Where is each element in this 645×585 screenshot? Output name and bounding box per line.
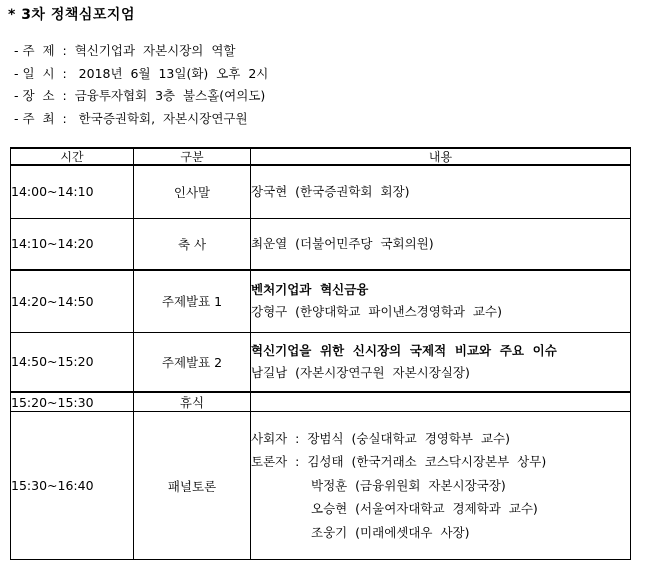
info-host-value: : 한국증권학회, 자본시장연구원: [62, 110, 248, 126]
info-topic-value: : 혁신기업과 자본시장의 역할: [62, 43, 236, 58]
panelist: 조웅기 (미래에셋대우 사장): [311, 524, 470, 540]
table-row: [11, 332, 631, 392]
row-time: 14:10~14:20: [11, 218, 134, 270]
row-type: 패널토론: [134, 412, 251, 560]
row-type: 축 사: [134, 218, 251, 270]
info-topic: [14, 40, 268, 63]
moderator: 사회자 : 장범식 (숭실대학교 경영학부 교수): [251, 430, 510, 446]
row-time: 14:50~15:20: [11, 332, 134, 392]
info-datetime-value: : 2018년 6월 13일(화) 오후 2시: [62, 65, 269, 81]
header-type: 구분: [134, 148, 251, 165]
page-title: * 3차 정책심포지엄: [8, 7, 135, 23]
panelist: 오승현 (서울여자대학교 경제학과 교수): [311, 501, 538, 517]
panelist: 박정훈 (금융위원회 자본시장국장): [311, 477, 506, 493]
row-type: 인사말: [134, 165, 251, 218]
info-host: [14, 108, 268, 131]
panelist: 토론자 : 김성태 (한국거래소 코스닥시장본부 상무): [251, 454, 547, 470]
event-info: [14, 40, 268, 130]
row-time: 14:20~14:50: [11, 270, 134, 332]
row-type: 휴식: [134, 392, 251, 412]
row-time: 14:00~14:10: [11, 165, 134, 218]
row-type: 주제발표 2: [134, 332, 251, 392]
info-venue: [14, 85, 268, 108]
info-datetime-label: - 일 시: [14, 65, 63, 81]
presentation-topic: 혁신기업을 위한 신시장의 국제적 비교와 주요 이슈: [251, 342, 557, 358]
info-venue-label: - 장 소: [14, 88, 63, 103]
table-row: [11, 270, 631, 332]
row-type: 주제발표 1: [134, 270, 251, 332]
row-content: [251, 270, 631, 332]
header-content: 내용: [251, 148, 631, 165]
row-time: 15:20~15:30: [11, 392, 134, 412]
speaker: 장국현 (한국증권학회 회장): [251, 183, 410, 199]
table-row: [11, 412, 631, 560]
table-row: [11, 218, 631, 270]
table-row: [11, 165, 631, 218]
speaker: 최운열 (더불어민주당 국회의원): [251, 235, 434, 251]
table-row: [11, 392, 631, 412]
row-content: [251, 392, 631, 412]
row-content: [251, 165, 631, 218]
row-content: [251, 332, 631, 392]
row-content: [251, 218, 631, 270]
info-datetime: [14, 63, 268, 86]
info-venue-value: : 금융투자협회 3층 불스홀(여의도): [62, 88, 266, 103]
presentation-topic: 벤처기업과 혁신금융: [251, 282, 369, 298]
header-time: 시간: [11, 148, 134, 165]
info-host-label: - 주 최: [14, 110, 63, 126]
speaker: 강형구 (한양대학교 파이낸스경영학과 교수): [251, 304, 502, 320]
schedule-table: [10, 147, 631, 560]
info-topic-label: - 주 제: [14, 43, 63, 58]
row-content: [251, 412, 631, 560]
row-time: 15:30~16:40: [11, 412, 134, 560]
speaker: 남길남 (자본시장연구원 자본시장실장): [251, 364, 470, 380]
table-header-row: [11, 148, 631, 165]
